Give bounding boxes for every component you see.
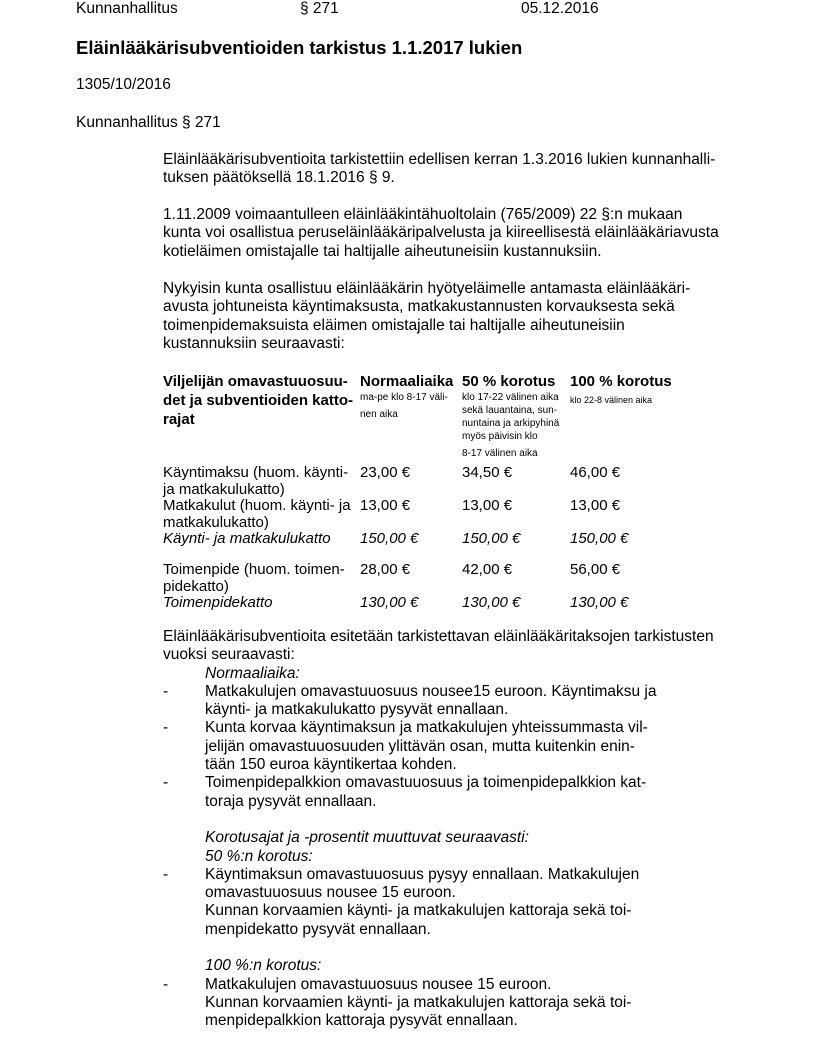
table-row <box>163 498 680 531</box>
text-line: toimenpidemaksuista eläimen omistajalle tai haltijalle aiheutuneisiin <box>163 316 625 334</box>
text-line: avusta johtuneista käyntimaksusta, matkakustannusten korvauksesta sekä <box>163 298 675 316</box>
header-section: § 271 <box>300 0 339 17</box>
cell-normal: 28,00 € <box>360 560 411 578</box>
diary-number: 1305/10/2016 <box>76 76 171 93</box>
text-line: Matkakulujen omavastuuosuus nousee15 euroon. Käyntimaksu ja <box>205 682 657 700</box>
table-row <box>163 465 680 498</box>
cell-normal: 130,00 € <box>360 594 419 612</box>
text-line: Eläinlääkärisubventioita esitetään tarkistettavan eläinlääkäritaksojen tarkistusten <box>163 628 714 645</box>
list-item <box>163 683 783 720</box>
subheading-raises: Korotusajat ja -prosentit muuttuvat seuraavasti: <box>205 829 529 847</box>
header-date: 05.12.2016 <box>521 0 599 17</box>
cell-100: 56,00 € <box>570 560 621 578</box>
subheading-normal: Normaaliaika: <box>205 664 300 682</box>
subheading-100: 100 %:n korotus: <box>205 957 322 975</box>
table-row <box>163 595 680 612</box>
header-subtext: sekä lauantaina, sun- <box>462 405 558 416</box>
list-item <box>163 719 783 774</box>
row-label: ja matkakulukatto) <box>163 480 285 498</box>
header-subtext: 8-17 välinen aika <box>462 448 538 459</box>
table-row <box>163 531 680 548</box>
text-line: kustannuksiin seuraavasti: <box>163 334 345 352</box>
text-line: Matkakulujen omavastuuosuus nousee 15 euroon. <box>205 975 552 993</box>
row-label: Käynti- ja matkakulukatto <box>163 530 331 548</box>
row-label: Toimenpidekatto <box>163 594 273 612</box>
header-text: 50 % korotus <box>462 373 556 390</box>
bullet-dash: - <box>163 682 169 700</box>
cell-50: 130,00 € <box>462 594 521 612</box>
text-line: Kunnan korvaamien käynti- ja matkakulujen kattoraja sekä toi- <box>205 993 632 1011</box>
cell-100: 150,00 € <box>570 530 629 548</box>
paragraph-previous-revision <box>163 151 763 188</box>
text-line: käynti- ja matkakulukatto pysyvät ennallaan. <box>205 701 509 719</box>
cell-normal: 23,00 € <box>360 464 411 481</box>
header-subtext: klo 17-22 välinen aika <box>462 392 559 403</box>
header-subtext: nuntaina ja arkipyhinä <box>462 418 560 429</box>
header-cell-50 <box>462 372 570 465</box>
list-item <box>163 866 783 939</box>
text-line: Eläinlääkärisubventioita tarkistettiin edellisen kerran 1.3.2016 lukien kunnanhalli- <box>163 151 716 168</box>
text-line: Toimenpidepalkkion omavastuuosuus ja toimenpidepalkkion kat- <box>205 774 647 792</box>
text-line: vuoksi seuraavasti: <box>163 646 295 664</box>
cell-100: 46,00 € <box>570 464 621 481</box>
table-header-row <box>163 372 680 465</box>
text-line: Kunta korvaa käyntimaksun ja matkakulujen yhteissummasta vil- <box>205 719 648 737</box>
text-line: Nykyisin kunta osallistuu eläinlääkärin hyötyeläimelle antamasta eläinlääkäri- <box>163 280 691 297</box>
list-item <box>163 774 783 811</box>
text-line: kotieläimen omistajalle tai haltijalle aiheutuneisiin kustannuksiin. <box>163 242 602 260</box>
bullet-dash: - <box>163 975 169 993</box>
meeting-reference: Kunnanhallitus § 271 <box>76 114 221 131</box>
bullet-dash: - <box>163 774 169 792</box>
blank-line <box>163 939 783 957</box>
paragraph-current-practice <box>163 280 763 353</box>
text-line: menpidepalkkion kattoraja pysyvät ennallaan. <box>205 1012 518 1030</box>
cell-50: 13,00 € <box>462 497 513 515</box>
cell-normal: 13,00 € <box>360 497 411 515</box>
header-cell-normal <box>360 372 462 465</box>
bullet-dash: - <box>163 865 169 883</box>
text-line: tuksen päätöksellä 18.1.2016 § 9. <box>163 169 395 187</box>
text-line: tään 150 euroa käyntikertaa kohden. <box>205 756 457 774</box>
page-title: Eläinlääkärisubventioiden tarkistus 1.1.2017 lukien <box>76 37 523 58</box>
fee-table <box>163 372 680 612</box>
header-text: 100 % korotus <box>570 373 672 390</box>
cell-normal: 150,00 € <box>360 530 419 548</box>
bullet-dash: - <box>163 719 169 737</box>
blank-line <box>163 811 783 829</box>
proposal-section <box>163 628 783 1031</box>
subheading-50: 50 %:n korotus: <box>205 847 313 865</box>
paragraph-legal-basis <box>163 206 763 261</box>
row-label: Käyntimaksu (huom. käynti- <box>163 464 349 481</box>
row-label: pidekatto) <box>163 577 229 595</box>
header-subtext: myös päivisin klo <box>462 431 538 442</box>
text-line: omavastuuosuus nousee 15 euroon. <box>205 884 456 902</box>
text-line: Käyntimaksun omavastuuosuus pysyy ennallaan. Matkakulujen <box>205 865 640 883</box>
row-label: matkakulukatto) <box>163 513 269 531</box>
text-line: 1.11.2009 voimaantulleen eläinlääkintähuoltolain (765/2009) 22 §:n mukaan <box>163 206 683 223</box>
text-line: kunta voi osallistua peruseläinlääkäripalvelusta ja kiireellisestä eläinlääkäriavusta <box>163 224 719 242</box>
table-spacer <box>163 548 680 562</box>
text-line: jelijän omavastuuosuuden ylittävän osan, mutta kuitenkin enin- <box>205 737 635 755</box>
header-text: rajat <box>163 411 195 428</box>
cell-100: 130,00 € <box>570 594 629 612</box>
header-body: Kunnanhallitus <box>76 0 178 17</box>
header-text: Normaaliaika <box>360 373 454 390</box>
header-cell-category <box>163 372 360 465</box>
list-item <box>163 976 783 1031</box>
header-subtext: ma-pe klo 8-17 väli- <box>360 392 448 403</box>
text-line: menpidekatto pysyvät ennallaan. <box>205 920 431 938</box>
header-subtext: klo 22-8 välinen aika <box>570 395 653 405</box>
text-line: toraja pysyvät ennallaan. <box>205 792 377 810</box>
header-subtext: nen aika <box>360 409 398 420</box>
row-label: Toimenpide (huom. toimen- <box>163 560 345 578</box>
table-row <box>163 562 680 595</box>
text-line: Kunnan korvaamien käynti- ja matkakulujen kattoraja sekä toi- <box>205 902 632 920</box>
row-label: Matkakulut (huom. käynti- ja <box>163 497 351 515</box>
cell-100: 13,00 € <box>570 497 621 515</box>
cell-50: 42,00 € <box>462 560 513 578</box>
header-text: Viljelijän omavastuuosuu- <box>163 373 348 390</box>
cell-50: 34,50 € <box>462 464 513 481</box>
header-cell-100 <box>570 372 680 465</box>
cell-50: 150,00 € <box>462 530 521 548</box>
header-text: det ja subventioiden katto- <box>163 392 354 409</box>
